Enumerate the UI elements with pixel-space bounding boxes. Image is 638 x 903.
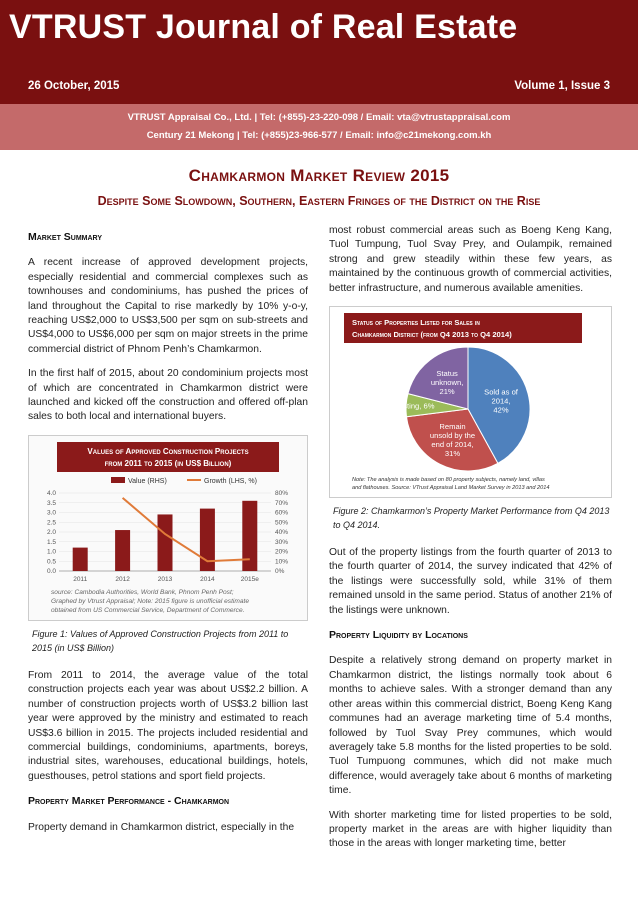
pie-slice-label: 42% bbox=[493, 405, 509, 415]
pie-slice-label: unsold by the bbox=[429, 430, 476, 440]
pie-note-line1: Note: The analysis is made based on 80 property subjects, namely land, villas bbox=[352, 477, 545, 484]
pie-slice-label: unknown, bbox=[430, 378, 464, 388]
y2-tick-label: 70% bbox=[275, 499, 289, 507]
paragraph: Despite a relatively strong demand on property market in Chamkarmon district, the listings normally took about 6 months to achieve sales. With a stronger demand than any other areas within this commercial district, Boeng Keng Kang communes had an average marketing time of 5.4 months, followed by Tuol Svay Prey communes, which would averagely take 5.8 months for the listed properties to be sold. Tuol Tumpuong communes, which did not make much difference, would averagely take about 6 months of marketing time. bbox=[329, 655, 612, 797]
pie-slice-label: end of 2014, bbox=[431, 439, 474, 449]
chart-title-line2: from 2011 to 2015 (in US$ Billion) bbox=[104, 458, 232, 468]
y2-tick-label: 50% bbox=[275, 519, 289, 527]
y-tick-label: 2.5 bbox=[46, 519, 56, 527]
pie-marks bbox=[390, 347, 530, 471]
left-column bbox=[28, 230, 308, 845]
x-tick-label: 2014 bbox=[200, 575, 215, 583]
y2-tick-label: 40% bbox=[275, 528, 289, 536]
article-titles bbox=[0, 166, 638, 208]
paragraph: In the first half of 2015, about 20 condominium projects most of which are concentrated in Chamkarmon district were launched and kicked off the construction and offered off-plan sales to both local and international buyers. bbox=[28, 368, 308, 423]
chart-source-line1: source: Cambodia Authorities, World Bank, Phnom Penh Post; bbox=[51, 588, 234, 596]
y2-tick-label: 20% bbox=[275, 548, 289, 556]
y-tick-label: 1.5 bbox=[46, 538, 56, 546]
bar bbox=[115, 530, 130, 571]
pie-slice-label: Remain bbox=[439, 421, 466, 431]
figure2-caption: Figure 2: Chamkarmon’s Property Market Performance from Q4 2013 to Q4 2014. bbox=[333, 506, 610, 531]
legend-swatch-value bbox=[111, 477, 125, 483]
pie-slice-label: 2014, bbox=[491, 396, 511, 406]
pie-title-line1: Status of Properties Listed for Sales in bbox=[352, 318, 480, 328]
y2-tick-label: 30% bbox=[275, 538, 289, 546]
paragraph: Out of the property listings from the fourth quarter of 2013 to the fourth quarter of 2014, the survey indicated that 42% of the listings were successfully sold, while 31% of them remained unsold in the same period. Status of another 21% of the listings were unknown. bbox=[329, 547, 612, 616]
chart-source-line3: obtained from US Commercial Service, Department of Commerce. bbox=[51, 606, 245, 614]
y-tick-label: 3.5 bbox=[46, 499, 56, 507]
y2-tick-label: 0% bbox=[275, 567, 285, 575]
figure1-caption: Figure 1: Values of Approved Construction Projects from 2011 to 2015 (in US$ Billion) bbox=[32, 628, 289, 653]
legend-value: Value (RHS) bbox=[128, 477, 167, 485]
chart-marks bbox=[73, 498, 260, 583]
right-column bbox=[329, 224, 612, 862]
y-tick-label: 2.0 bbox=[46, 528, 56, 536]
article-subtitle: Despite Some Slowdown, Southern, Eastern Fringes of the District on the Rise bbox=[97, 194, 541, 208]
y-tick-label: 4.0 bbox=[46, 489, 56, 497]
pie-title-line2: Chamkarmon District (from Q4 2013 to Q4 2014) bbox=[352, 330, 512, 340]
construction-chart-svg bbox=[29, 436, 307, 618]
contact-band bbox=[0, 104, 638, 150]
y-tick-label: 1.0 bbox=[46, 548, 56, 556]
x-tick-label: 2011 bbox=[73, 575, 88, 583]
section-heading-liquidity: Property Liquidity by Locations bbox=[329, 629, 468, 642]
legend-growth: Growth (LHS, %) bbox=[204, 477, 257, 485]
x-tick-label: 2013 bbox=[157, 575, 173, 583]
journal-title: VTRUST Journal of Real Estate bbox=[9, 8, 518, 46]
y2-tick-label: 10% bbox=[275, 558, 289, 566]
bar bbox=[158, 514, 173, 571]
section-heading-summary: Market Summary bbox=[28, 231, 103, 243]
article-title: Chamkarmon Market Review 2015 bbox=[188, 166, 450, 185]
pie-slice-label: Sold as of bbox=[484, 387, 518, 397]
bar bbox=[73, 547, 88, 570]
y-tick-label: 0.5 bbox=[46, 558, 56, 566]
construction-chart bbox=[28, 435, 308, 621]
issue-date: 26 October, 2015 bbox=[28, 80, 120, 92]
paragraph: most robust commercial areas such as Boeng Keng Kang, Tuol Tumpung, Tuol Svay Prey, and Oulampik, remained strong and grew steadily within these few years, as maintained by the continuous growth of commercial activities, better infrastructure, and numerous available amenities. bbox=[329, 225, 612, 294]
contact-line-c21: Century 21 Mekong | Tel: (+855)23-966-577 / Email: info@c21mekong.com.kh bbox=[146, 130, 492, 141]
paragraph: With shorter marketing time for listed properties to be sold, property market in the areas are with higher liquidity than those in the areas with longer marketing time, better bbox=[329, 809, 612, 850]
pie-slice-label: Status bbox=[436, 369, 458, 379]
pie-slice-label: 21% bbox=[439, 387, 455, 397]
y2-tick-label: 60% bbox=[275, 509, 289, 517]
section-heading-performance: Property Market Performance - Chamkarmon bbox=[28, 795, 230, 808]
status-pie-chart-svg bbox=[330, 307, 611, 495]
x-tick-label: 2012 bbox=[115, 575, 130, 583]
y-tick-label: 0.0 bbox=[46, 567, 56, 575]
paragraph: Property demand in Chamkarmon district, especially in the bbox=[28, 821, 295, 833]
masthead bbox=[0, 0, 638, 104]
issue-volume: Volume 1, Issue 3 bbox=[514, 80, 610, 92]
x-tick-label: 2015e bbox=[240, 575, 259, 583]
chart-source-line2: Graphed by Vtrust Appraisal; Note: 2015 figure is unofficial estimate bbox=[51, 597, 250, 605]
paragraph: From 2011 to 2014, the average value of the total construction projects each year was about US$2.2 billion. A number of construction projects worth of US$3.2 billion last year were approved by the ministry and estimated to reach US$3.6 billion in 2015. The projects included residential and commercial buildings, condominiums, apartments, boreys, industrial sites, warehouses, educational buildings, hotels, guesthouses, petrol stations and sport field projects. bbox=[28, 669, 308, 782]
chart-title-line1: Values of Approved Construction Projects bbox=[87, 446, 249, 456]
paragraph: A recent increase of approved development projects, especially residential and commercial complexes such as townhouses and condominiums, has pushed the prices of land throughout the Capital to rise markedly by 10% y-o-y, reaching US$2,000 to US$3,500 per sqm on sub-streets and US$4,000 to US$6,000 per sqm on major streets in the prime commercial district of Phnom Penh’s Chamkarmon. bbox=[28, 257, 308, 355]
y-tick-label: 3.0 bbox=[46, 509, 56, 517]
pie-slice-label: Delisting, 6% bbox=[390, 401, 435, 411]
status-pie-chart bbox=[329, 306, 612, 498]
pie-note-line2: and flathouses. Source: VTrust Appraisal Land Market Survey in 2013 and 2014 bbox=[352, 485, 550, 492]
pie-slice-label: 31% bbox=[444, 448, 461, 458]
y2-tick-label: 80% bbox=[275, 489, 289, 497]
contact-line-vtrust: VTRUST Appraisal Co., Ltd. | Tel: (+855)-23-220-098 / Email: vta@vtrustappraisal.com bbox=[127, 112, 511, 123]
